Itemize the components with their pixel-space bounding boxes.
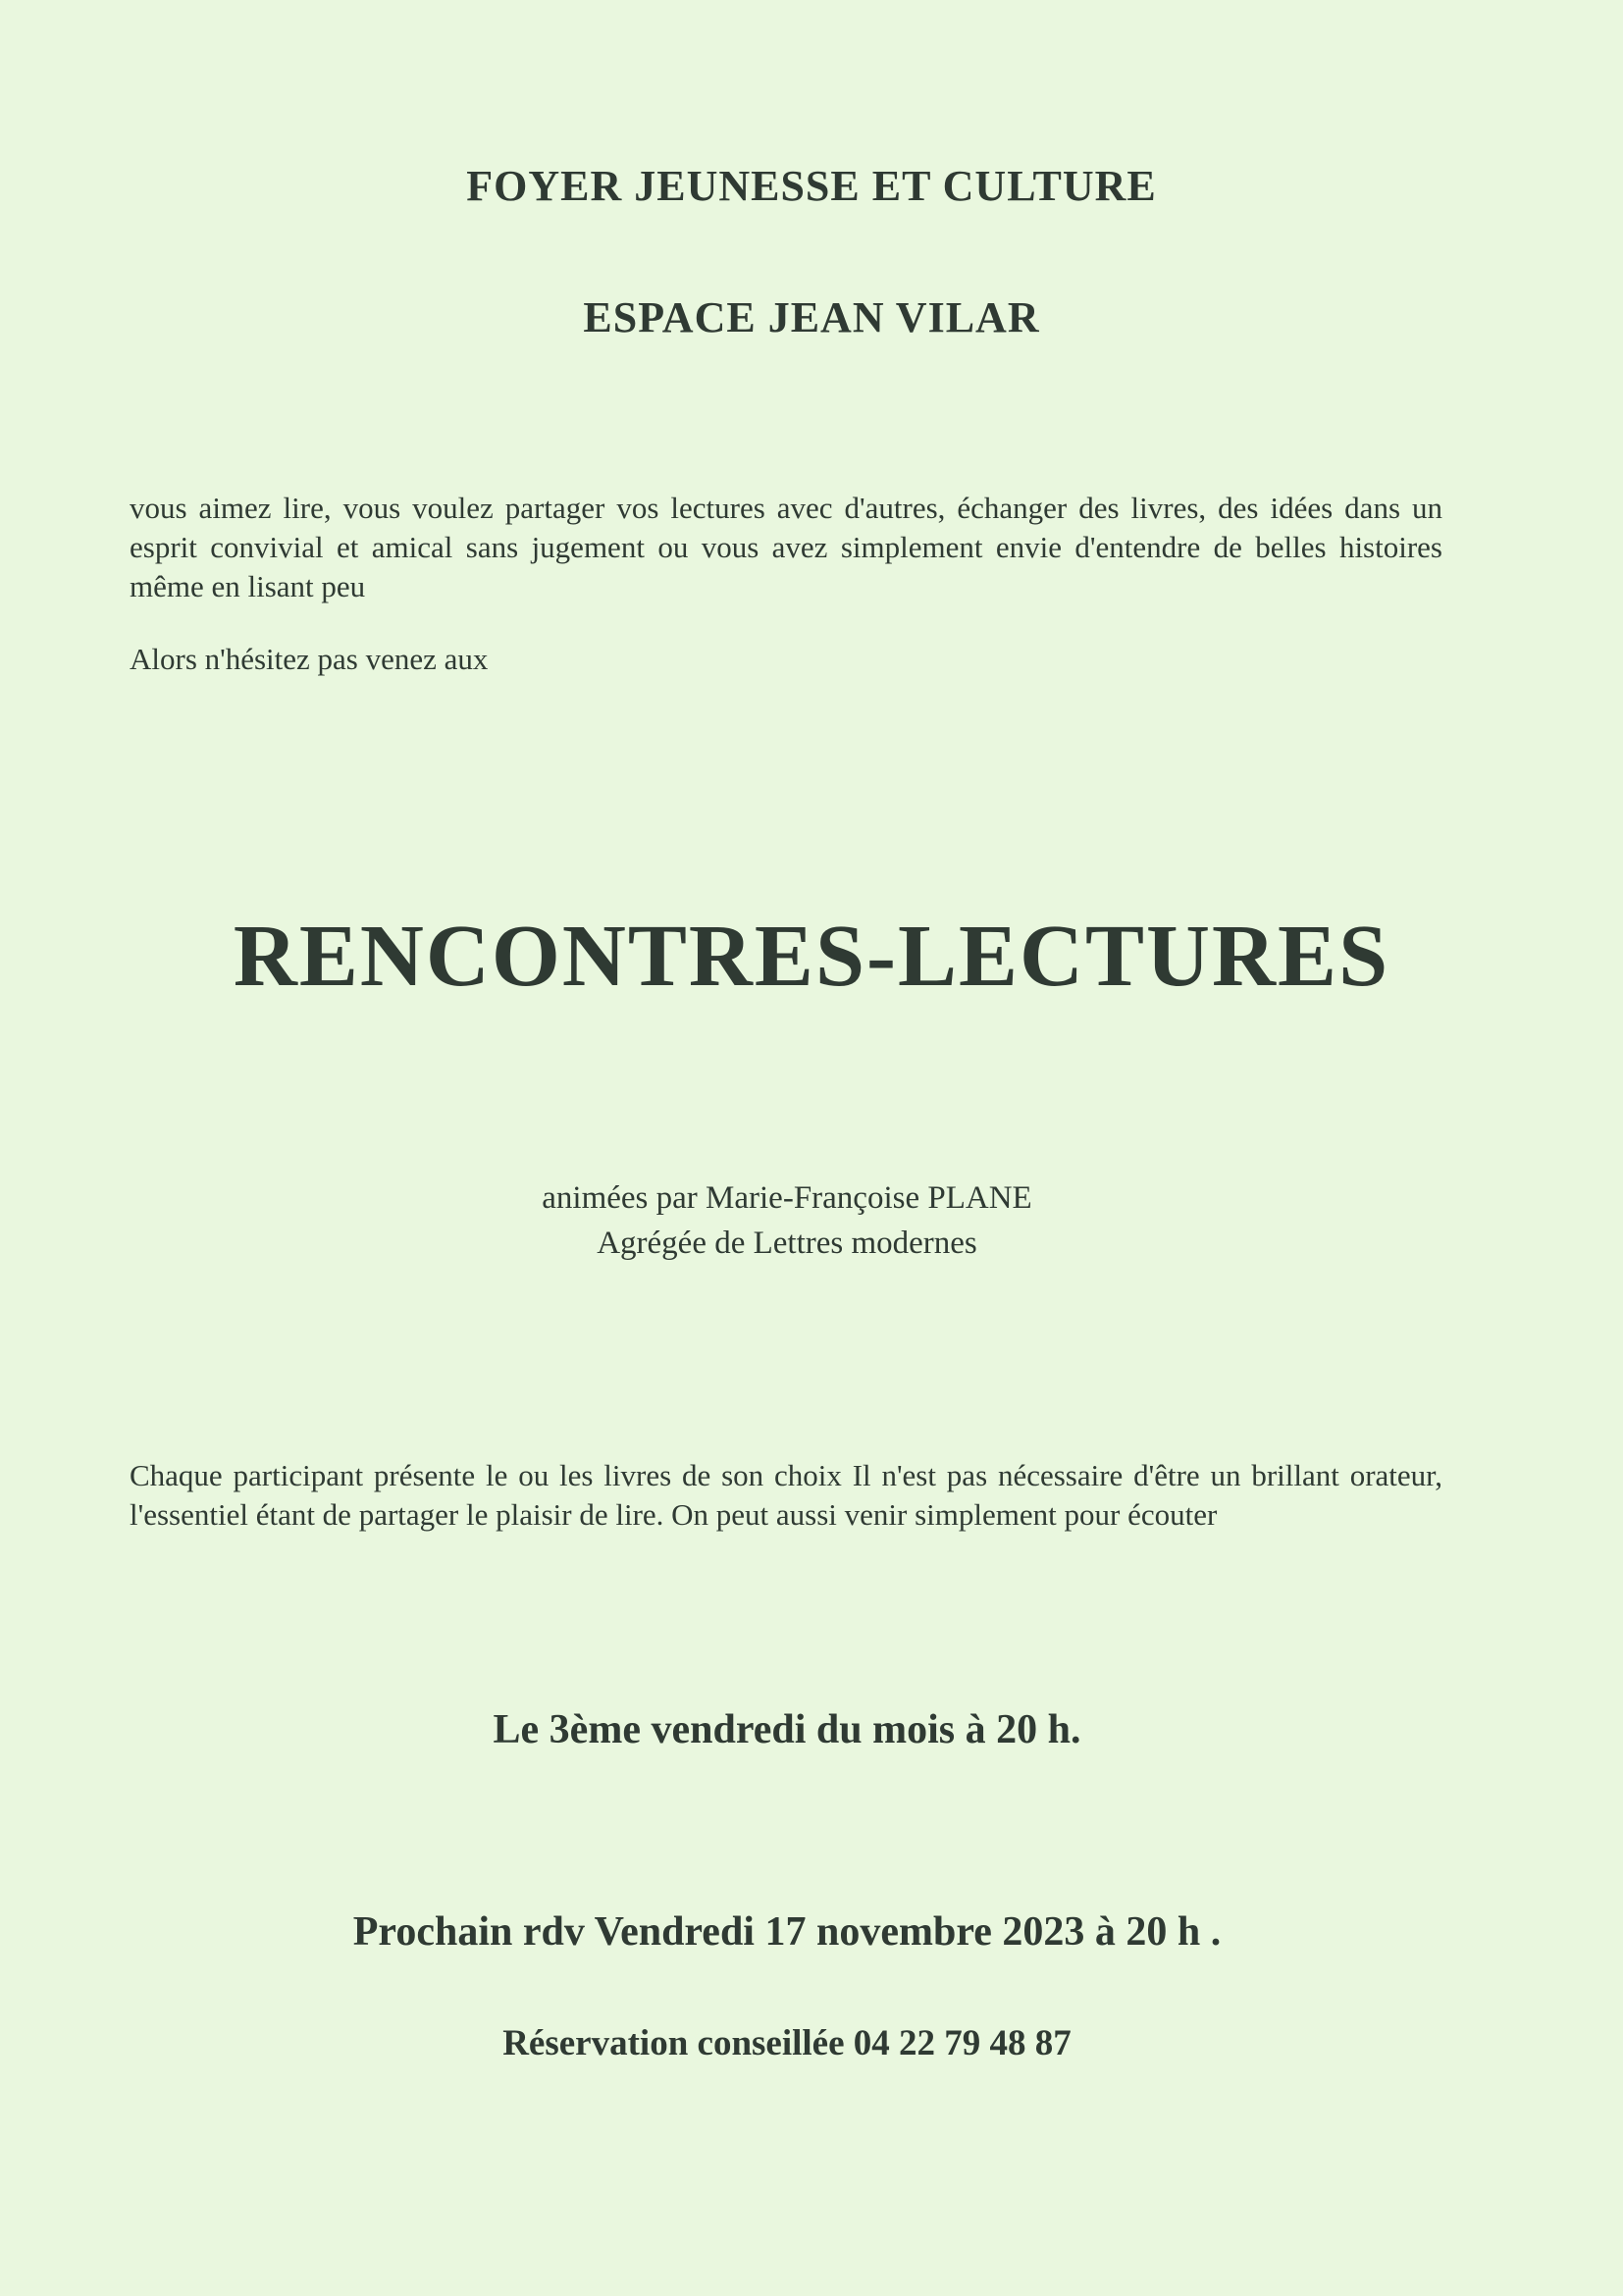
- intro-paragraph: vous aimez lire, vous voulez partager vos lectures avec d'autres, échanger des livres, des idées dans un esprit convivial et amical sans jugement ou vous avez simplement envie d'entendre de belles histoires même en lisant peu: [130, 491, 1442, 603]
- venue-name: ESPACE JEAN VILAR: [583, 293, 1040, 341]
- host-info: [0, 1175, 1574, 1266]
- host-name: animées par Marie-Françoise PLANE: [542, 1180, 1032, 1216]
- organization-name: FOYER JEUNESSE ET CULTURE: [466, 162, 1157, 210]
- reservation-line: Réservation conseillée 04 22 79 48 87: [502, 2023, 1072, 2063]
- next-meeting-line: Prochain rdv Vendredi 17 novembre 2023 à 20 h .: [352, 1909, 1222, 1955]
- invite-line: Alors n'hésitez pas venez aux: [130, 642, 489, 676]
- event-title: RENCONTRES-LECTURES: [233, 908, 1390, 1005]
- schedule-line: Le 3ème vendredi du mois à 20 h.: [493, 1707, 1081, 1752]
- host-qualification: Agrégée de Lettres modernes: [597, 1226, 977, 1261]
- details-paragraph: Chaque participant présente le ou les livres de son choix Il n'est pas nécessaire d'être un brillant orateur, l'essentiel étant de partager le plaisir de lire. On peut aussi venir simplement pour écouter: [130, 1458, 1442, 1532]
